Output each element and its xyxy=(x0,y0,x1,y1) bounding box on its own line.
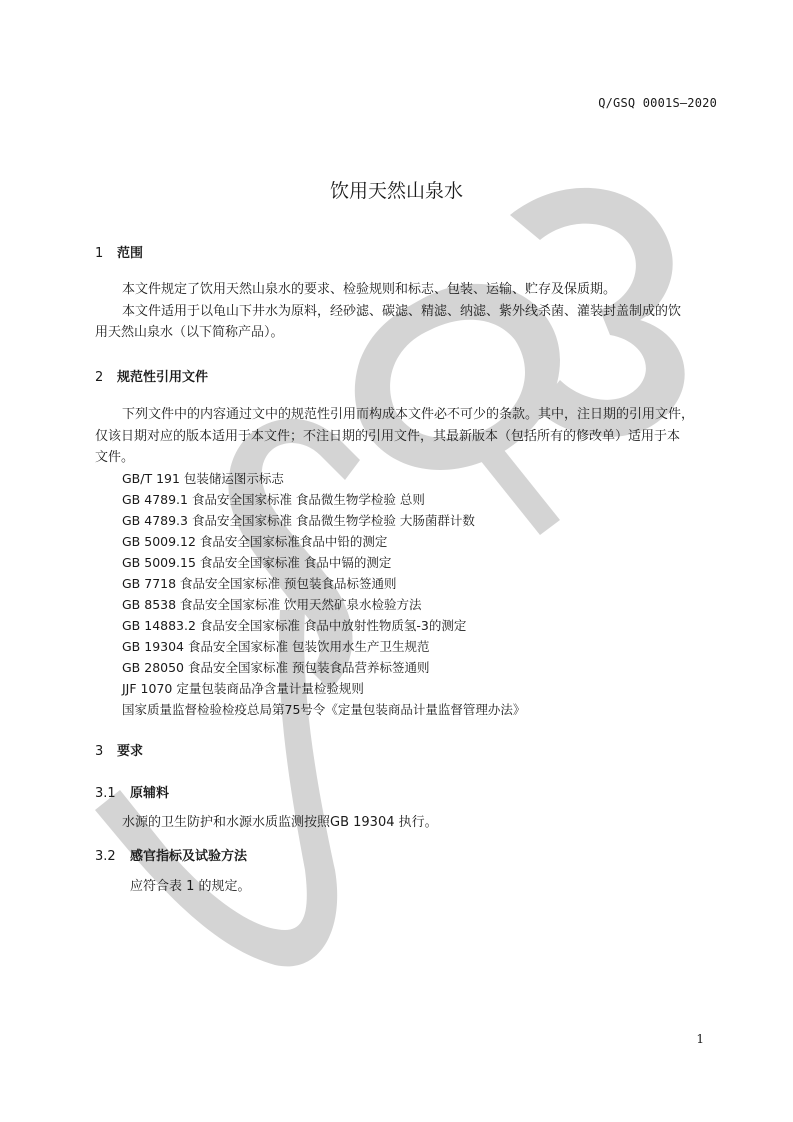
reference-item: GB 19304 食品安全国家标准 包装饮用水生产卫生规范 xyxy=(122,639,430,654)
reference-item: GB 14883.2 食品安全国家标准 食品中放射性物质氢-3的测定 xyxy=(122,618,467,633)
subsection-heading-sensory xyxy=(95,845,247,864)
section-number: 1 xyxy=(95,246,104,261)
watermark-q-tail xyxy=(480,445,560,535)
section-heading-scope xyxy=(95,242,143,261)
document-code: Q/GSQ 0001S—2020 xyxy=(598,96,717,110)
section-title: 要求 xyxy=(117,744,144,759)
paragraph: 本文件规定了饮用天然山泉水的要求、检验规则和标志、包装、运输、贮存及保质期。 xyxy=(122,282,617,297)
section-heading-references xyxy=(95,366,208,385)
reference-item: GB 4789.3 食品安全国家标准 食品微生物学检验 大肠菌群计数 xyxy=(122,513,475,528)
section-number: 3 xyxy=(95,744,104,759)
section-title: 规范性引用文件 xyxy=(117,370,209,385)
reference-item: JJF 1070 定量包装商品净含量计量检验规则 xyxy=(122,681,364,696)
section-heading-requirements xyxy=(95,740,143,759)
section-title: 范围 xyxy=(117,246,144,261)
subsection-title: 感官指标及试验方法 xyxy=(130,849,248,864)
paragraph: 水源的卫生防护和水源水质监测按照GB 19304 执行。 xyxy=(122,815,438,830)
paragraph-line: 本文件适用于以龟山下井水为原料，经砂滤、碳滤、精滤、纳滤、紫外线杀菌、灌装封盖制成的饮 xyxy=(122,304,682,319)
paragraph-line: 仅该日期对应的版本适用于本文件；不注日期的引用文件，其最新版本（包括所有的修改单）适用于本 xyxy=(95,429,681,444)
reference-item: 国家质量监督检验检疫总局第75号令《定量包装商品计量监督管理办法》 xyxy=(122,702,526,717)
paragraph-line: 用天然山泉水（以下简称产品）。 xyxy=(95,325,284,340)
subsection-heading-raw-materials xyxy=(95,782,169,801)
paragraph-line: 文件。 xyxy=(95,450,135,465)
reference-item: GB 8538 食品安全国家标准 饮用天然矿泉水检验方法 xyxy=(122,597,422,612)
reference-item: GB 28050 食品安全国家标准 预包装食品营养标签通则 xyxy=(122,660,430,675)
reference-item: GB 7718 食品安全国家标准 预包装食品标签通则 xyxy=(122,576,397,591)
paragraph-line: 下列文件中的内容通过文中的规范性引用而构成本文件必不可少的条款。其中，注日期的引用文件， xyxy=(122,407,695,422)
page-number: 1 xyxy=(696,1032,704,1046)
page-title: 饮用天然山泉水 xyxy=(329,180,463,202)
paragraph: 应符合表 1 的规定。 xyxy=(130,879,251,894)
subsection-number: 3.1 xyxy=(95,786,116,801)
section-number: 2 xyxy=(95,370,104,385)
reference-item: GB 5009.12 食品安全国家标准食品中铅的测定 xyxy=(122,534,388,549)
reference-item: GB/T 191 包装储运图示标志 xyxy=(122,471,284,486)
subsection-title: 原辅料 xyxy=(130,786,170,801)
reference-item: GB 5009.15 食品安全国家标准 食品中镉的测定 xyxy=(122,555,392,570)
reference-item: GB 4789.1 食品安全国家标准 食品微生物学检验 总则 xyxy=(122,492,425,507)
subsection-number: 3.2 xyxy=(95,849,116,864)
